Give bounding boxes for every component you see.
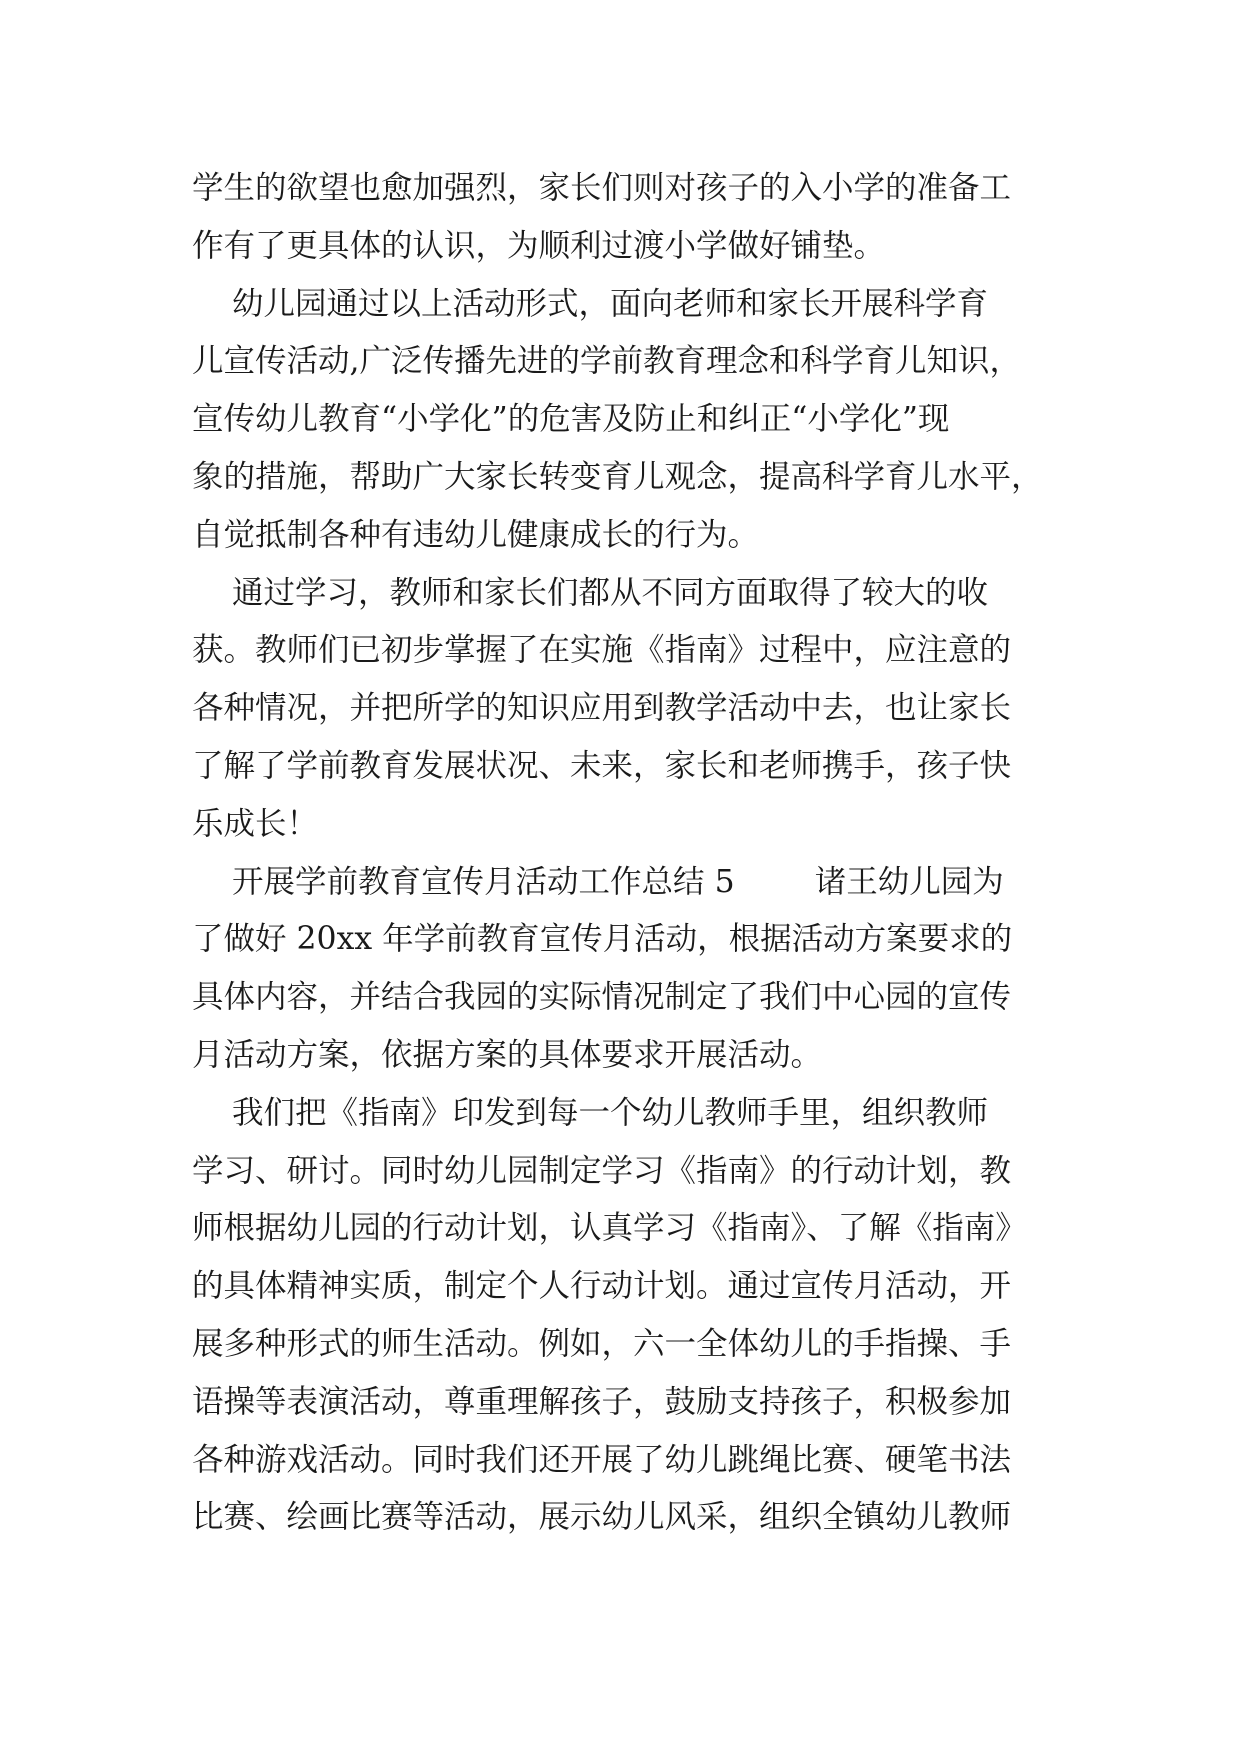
text-line: 学生的欲望也愈加强烈，家长们则对孩子的入小学的准备工 [192,170,1012,206]
text-line: 获。教师们已初步掌握了在实施《指南》过程中，应注意的 [192,632,1012,669]
text-line: 象的措施，帮助广大家长转变育儿观念，提高科学育儿水平， [192,458,1043,495]
text-line: 开展学前教育宣传月活动工作总结 5 诸王幼儿园为 [192,863,1004,900]
text-line: 学习、研讨。同时幼儿园制定学习《指南》的行动计划，教 [192,1152,1012,1189]
text-line: 通过学习，教师和家长们都从不同方面取得了较大的收 [192,574,989,611]
text-line: 宣传幼儿教育“小学化”的危害及防止和纠正“小学化”现 [192,401,950,438]
text-line: 月活动方案，依据方案的具体要求开展活动。 [192,1036,823,1073]
text-line: 各种游戏活动。同时我们还开展了幼儿跳绳比赛、硬笔书法 [192,1441,1012,1478]
document-body [192,160,1052,1547]
text-line: 语操等表演活动，尊重理解孩子，鼓励支持孩子，积极参加 [192,1383,1012,1420]
text-line: 比赛、绘画比赛等活动，展示幼儿风采，组织全镇幼儿教师 [192,1499,1012,1536]
text-line: 儿宣传活动,广泛传播先进的学前教育理念和科学育儿知识， [192,343,1022,380]
text-line: 乐成长！ [192,805,319,842]
text-line: 幼儿园通过以上活动形式，面向老师和家长开展科学育 [192,285,989,322]
text-line: 我们把《指南》印发到每一个幼儿教师手里，组织教师 [192,1094,989,1131]
text-line: 各种情况，并把所学的知识应用到教学活动中去，也让家长 [192,690,1012,727]
text-line: 师根据幼儿园的行动计划，认真学习《指南》、了解《指南》 [192,1210,1027,1247]
text-line: 展多种形式的师生活动。例如，六一全体幼儿的手指操、手 [192,1325,1012,1362]
text-line: 具体内容，并结合我园的实际情况制定了我们中心园的宣传 [192,979,1012,1016]
text-line: 作有了更具体的认识，为顺利过渡小学做好铺垫。 [192,227,886,264]
text-line: 了做好 20xx 年学前教育宣传月活动，根据活动方案要求的 [192,921,1013,958]
text-line: 的具体精神实质，制定个人行动计划。通过宣传月活动，开 [192,1268,1012,1305]
text-line: 自觉抵制各种有违幼儿健康成长的行为。 [192,516,760,553]
text-line: 了解了学前教育发展状况、未来，家长和老师携手，孩子快 [192,747,1012,784]
